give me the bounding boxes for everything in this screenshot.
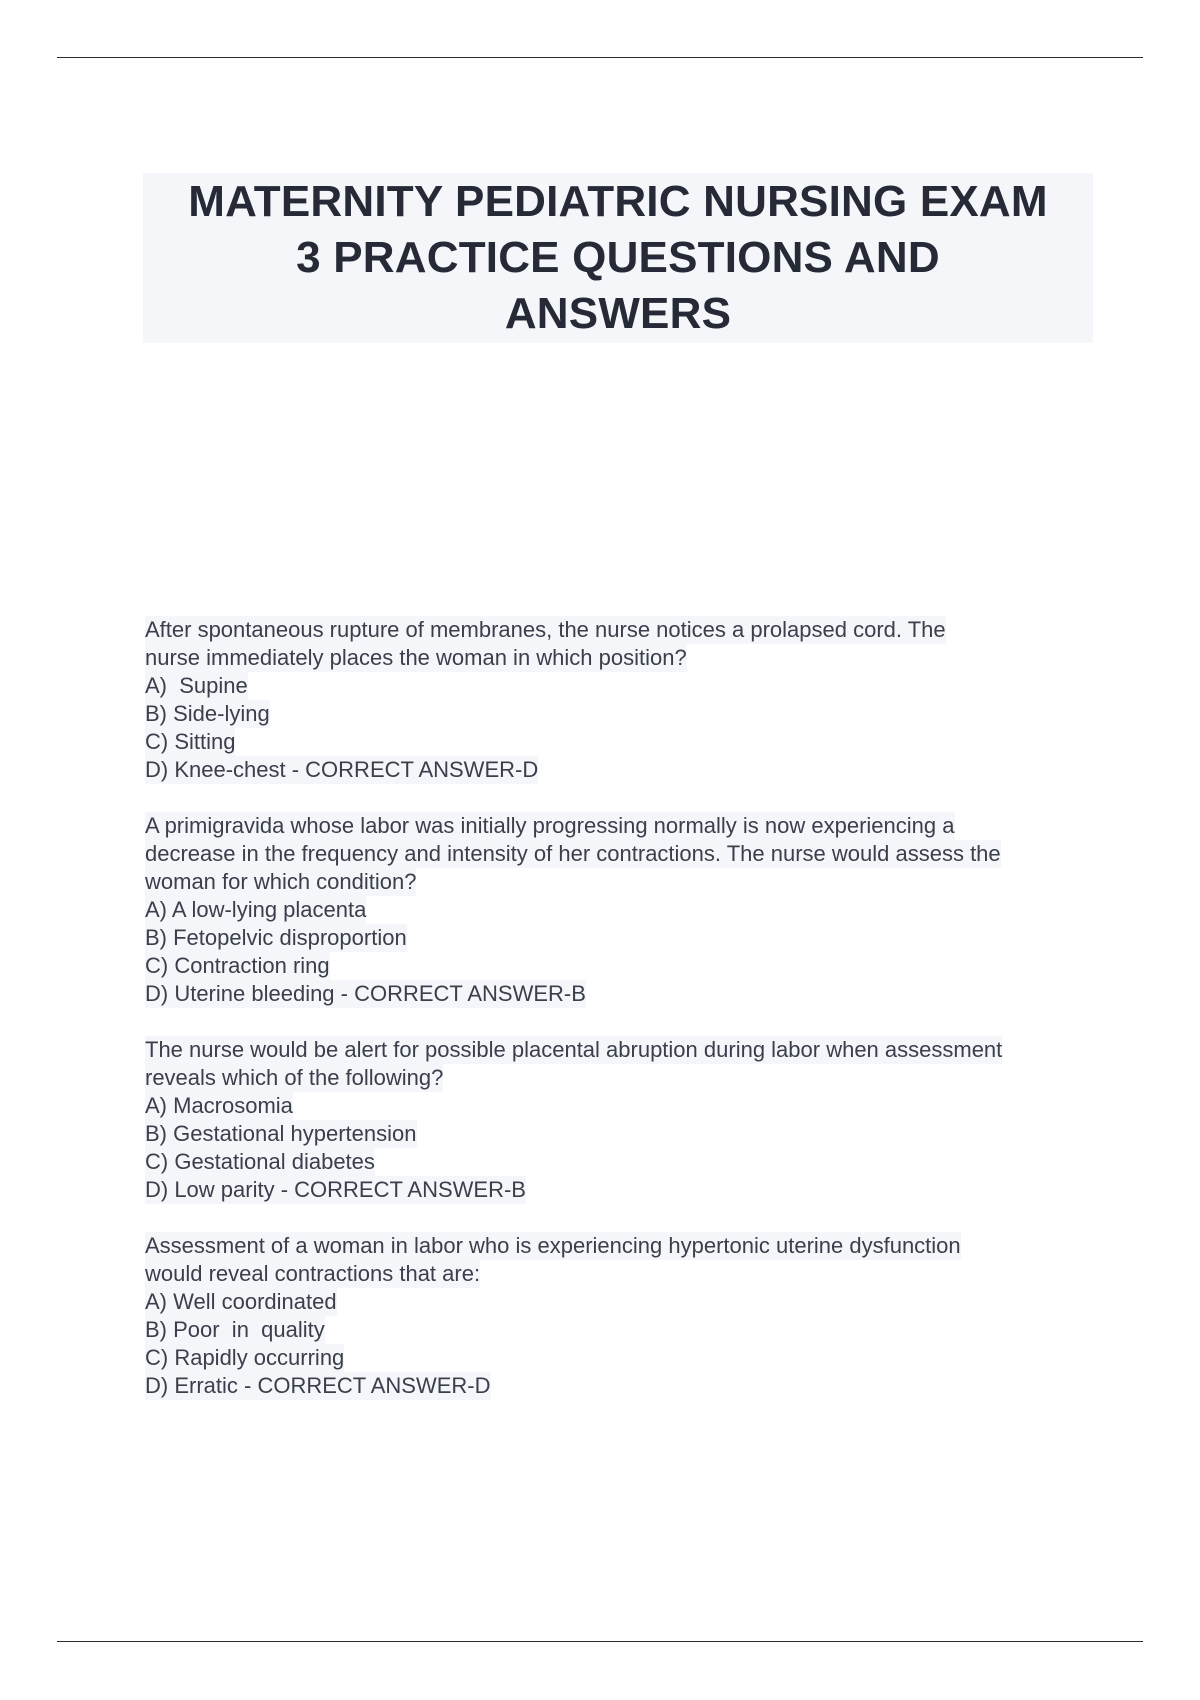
answer-option-a: A) Macrosomia [145,1093,293,1118]
question-1 [145,616,1095,784]
question-text: After spontaneous rupture of membranes, the nurse notices a prolapsed cord. The [145,617,946,642]
answer-option-d-with-answer: D) Erratic - CORRECT ANSWER-D [145,1373,491,1398]
title-banner [143,173,1093,343]
top-rule [57,57,1143,58]
question-3 [145,1036,1095,1204]
answer-option-b: B) Fetopelvic disproportion [145,925,407,950]
answer-option-a: A) Well coordinated [145,1289,337,1314]
answer-option-a: A) Supine [145,673,248,698]
answer-option-d-with-answer: D) Low parity - CORRECT ANSWER-B [145,1177,526,1202]
answer-option-d-with-answer: D) Uterine bleeding - CORRECT ANSWER-B [145,981,586,1006]
answer-option-a: A) A low-lying placenta [145,897,367,922]
question-text: nurse immediately places the woman in which position? [145,645,687,670]
question-text: woman for which condition? [145,869,417,894]
answer-option-c: C) Gestational diabetes [145,1149,375,1174]
answer-option-d-with-answer: D) Knee-chest - CORRECT ANSWER-D [145,757,539,782]
question-text: decrease in the frequency and intensity of her contractions. The nurse would assess the [145,841,1001,866]
title-line: MATERNITY PEDIATRIC NURSING EXAM [188,177,1048,226]
document-title [188,174,1048,342]
answer-option-c: C) Sitting [145,729,236,754]
bottom-rule [57,1641,1143,1642]
answer-option-c: C) Rapidly occurring [145,1345,345,1370]
question-4 [145,1232,1095,1400]
question-2 [145,812,1095,1008]
answer-option-b: B) Gestational hypertension [145,1121,417,1146]
question-text: The nurse would be alert for possible placental abruption during labor when assessment [145,1037,1003,1062]
question-text: A primigravida whose labor was initially progressing normally is now experiencing a [145,813,955,838]
title-line: 3 PRACTICE QUESTIONS AND [296,233,940,282]
answer-option-c: C) Contraction ring [145,953,330,978]
question-text: Assessment of a woman in labor who is experiencing hypertonic uterine dysfunction [145,1233,961,1258]
answer-option-b: B) Poor in quality [145,1317,325,1342]
question-text: would reveal contractions that are: [145,1261,481,1286]
question-text: reveals which of the following? [145,1065,444,1090]
question-list [145,616,1095,1428]
title-line: ANSWERS [504,289,732,338]
answer-option-b: B) Side-lying [145,701,270,726]
